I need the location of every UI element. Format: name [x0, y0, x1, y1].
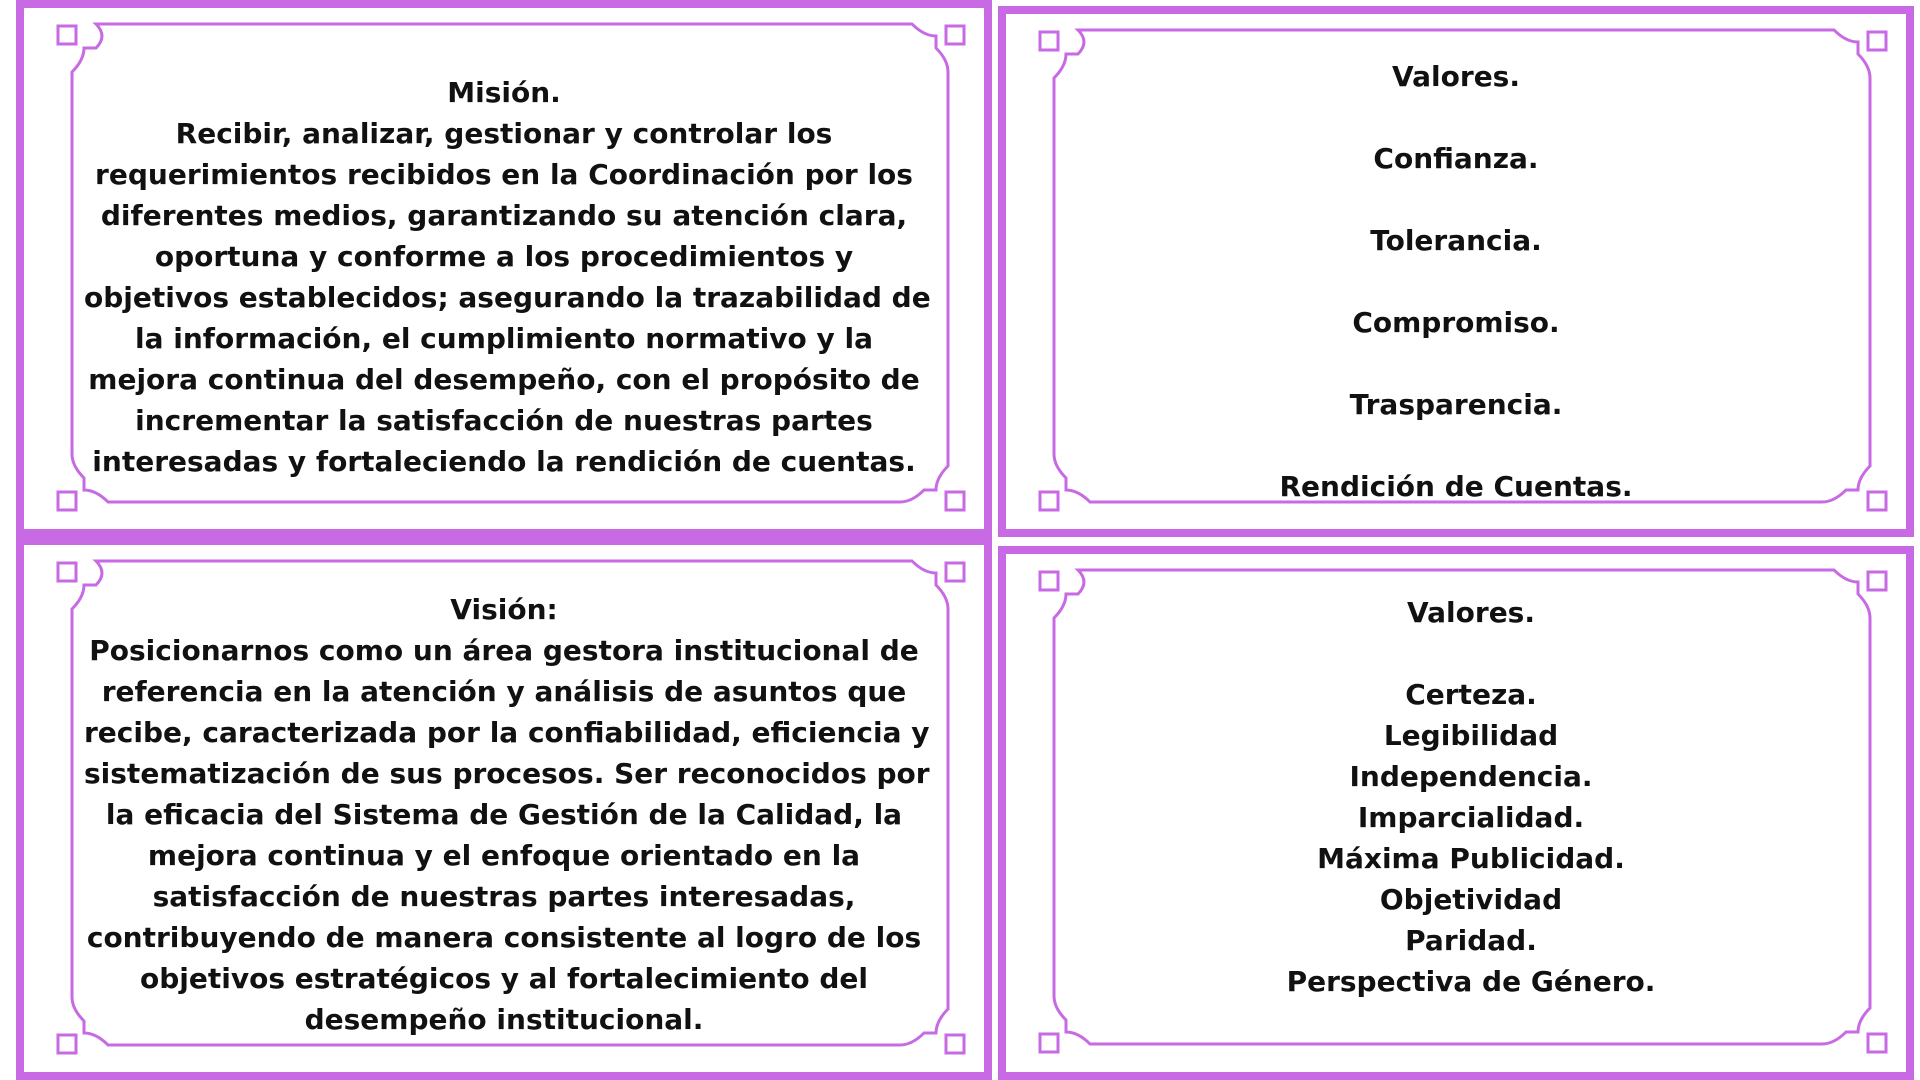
vision-line: contribuyendo de manera consistente al logro de los: [86, 921, 922, 954]
vision-line: desempeño institucional.: [304, 1003, 704, 1036]
valor-item: Paridad.: [1405, 924, 1537, 957]
valor-item: Certeza.: [1405, 678, 1537, 711]
mision-line: incrementar la satisfacción de nuestras partes: [135, 404, 873, 437]
mision-card: [16, 0, 992, 537]
mision-line: requerimientos recibidos en la Coordinación por los: [95, 158, 913, 191]
valor-item: Compromiso.: [1352, 306, 1560, 339]
valor-item: Confianza.: [1373, 142, 1539, 175]
mision-line: la información, el cumplimiento normativo y la: [135, 322, 873, 355]
valor-item: Máxima Publicidad.: [1317, 842, 1625, 875]
vision-line: satisfacción de nuestras partes interesadas,: [152, 880, 856, 913]
vision-line: la eficacia del Sistema de Gestión de la Calidad, la: [105, 798, 903, 831]
mision-line: objetivos establecidos; asegurando la trazabilidad de: [84, 281, 931, 314]
vision-title: Visión:: [450, 593, 558, 626]
mision-text: [84, 72, 931, 482]
valor-item: Rendición de Cuentas.: [1279, 470, 1633, 503]
vision-text: [84, 589, 930, 1040]
mision-line: interesadas y fortaleciendo la rendición de cuentas.: [92, 445, 916, 478]
valor-item: Tolerancia.: [1370, 224, 1542, 257]
vision-line: recibe, caracterizada por la confiabilidad, eficiencia y: [84, 716, 930, 749]
mision-line: mejora continua del desempeño, con el propósito de: [88, 363, 920, 396]
valores-1-text: [1066, 56, 1846, 507]
valor-item: Legibilidad: [1383, 719, 1559, 752]
mision-title: Misión.: [447, 76, 561, 109]
vision-line: referencia en la atención y análisis de asuntos que: [101, 675, 907, 708]
valores-2-title: Valores.: [1407, 596, 1535, 629]
valor-item: Imparcialidad.: [1357, 801, 1585, 834]
vision-line: mejora continua y el enfoque orientado en la: [147, 839, 861, 872]
valores-2-text: [1096, 592, 1846, 1002]
mision-line: oportuna y conforme a los procedimientos y: [154, 240, 854, 273]
vision-line: sistematización de sus procesos. Ser reconocidos por: [84, 757, 930, 790]
valores-1-title: Valores.: [1392, 60, 1520, 93]
vision-card: [16, 537, 992, 1080]
mision-line: diferentes medios, garantizando su atención clara,: [100, 199, 908, 232]
mision-line: Recibir, analizar, gestionar y controlar los: [175, 117, 833, 150]
valor-item: Independencia.: [1349, 760, 1593, 793]
valores-card-2: [998, 546, 1914, 1080]
vision-line: Posicionarnos como un área gestora institucional de: [89, 634, 919, 667]
valor-item: Objetividad: [1379, 883, 1563, 916]
vision-line: objetivos estratégicos y al fortalecimiento del: [140, 962, 868, 995]
valores-card-1: [998, 6, 1914, 537]
valor-item: Perspectiva de Género.: [1286, 965, 1656, 998]
valor-item: Trasparencia.: [1349, 388, 1563, 421]
